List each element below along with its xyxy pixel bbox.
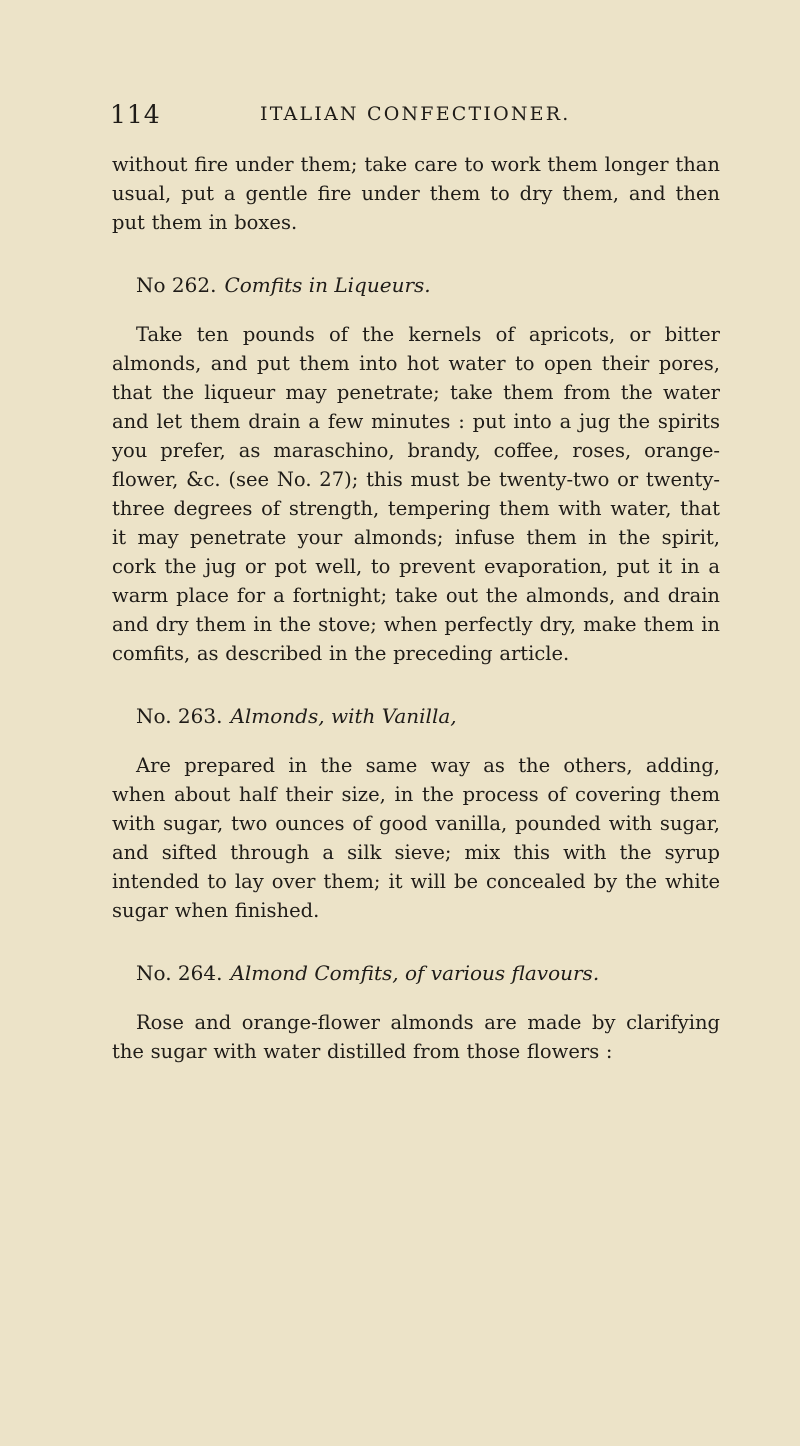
recipe-text: Are prepared in the same way as the others, adding, when about half their size, in the process of covering them with sugar, two ounces of good vanilla, pounded with sugar, and sifted through a silk sieve; mix this with the syrup intended to lay over them; it will be concealed by the white sugar when finished. xyxy=(112,754,720,922)
recipe-heading xyxy=(136,271,720,299)
recipe-number: No. 264. xyxy=(136,961,223,985)
recipe-title: Almonds, with Vanilla, xyxy=(230,704,457,728)
recipe-title: Almond Comfits, of various flavours. xyxy=(230,961,600,985)
recipe-number: No 262. xyxy=(136,273,217,297)
running-head xyxy=(110,100,720,140)
continuation-paragraph: without fire under them; take care to work them longer than usual, put a gentle fire under them to dry them, and then put them in boxes. xyxy=(112,153,720,234)
book-page xyxy=(0,100,800,1446)
page-number: 114 xyxy=(110,100,161,129)
recipe-263 xyxy=(112,702,720,925)
recipe-text: Take ten pounds of the kernels of apricots, or bitter almonds, and put them into hot water to open their pores, that the liqueur may penetrate; take them from the water and let them drain a few minutes : put into a jug the spirits you prefer, as maraschino, brandy, coffee, roses, orange-flower, &c. (see No. 27); this must be twenty-two or twenty-three degrees of strength, tempering them with water, that it may penetrate your almonds; infuse them in the spirit, cork the jug or pot well, to prevent evaporation, put it in a warm place for a fortnight; take out the almonds, and drain and dry them in the stove; when perfectly dry, make them in comfits, as described in the preceding article. xyxy=(112,323,720,665)
recipe-heading xyxy=(136,959,720,987)
recipe-title: Comfits in Liqueurs. xyxy=(224,273,431,297)
running-title: ITALIAN CONFECTIONER. xyxy=(260,103,571,125)
recipe-text: Rose and orange-flower almonds are made by clarifying the sugar with water distilled from those flowers : xyxy=(112,1011,720,1063)
recipe-number: No. 263. xyxy=(136,704,223,728)
recipe-264 xyxy=(112,959,720,1066)
recipe-heading xyxy=(136,702,720,730)
recipe-262 xyxy=(112,271,720,668)
